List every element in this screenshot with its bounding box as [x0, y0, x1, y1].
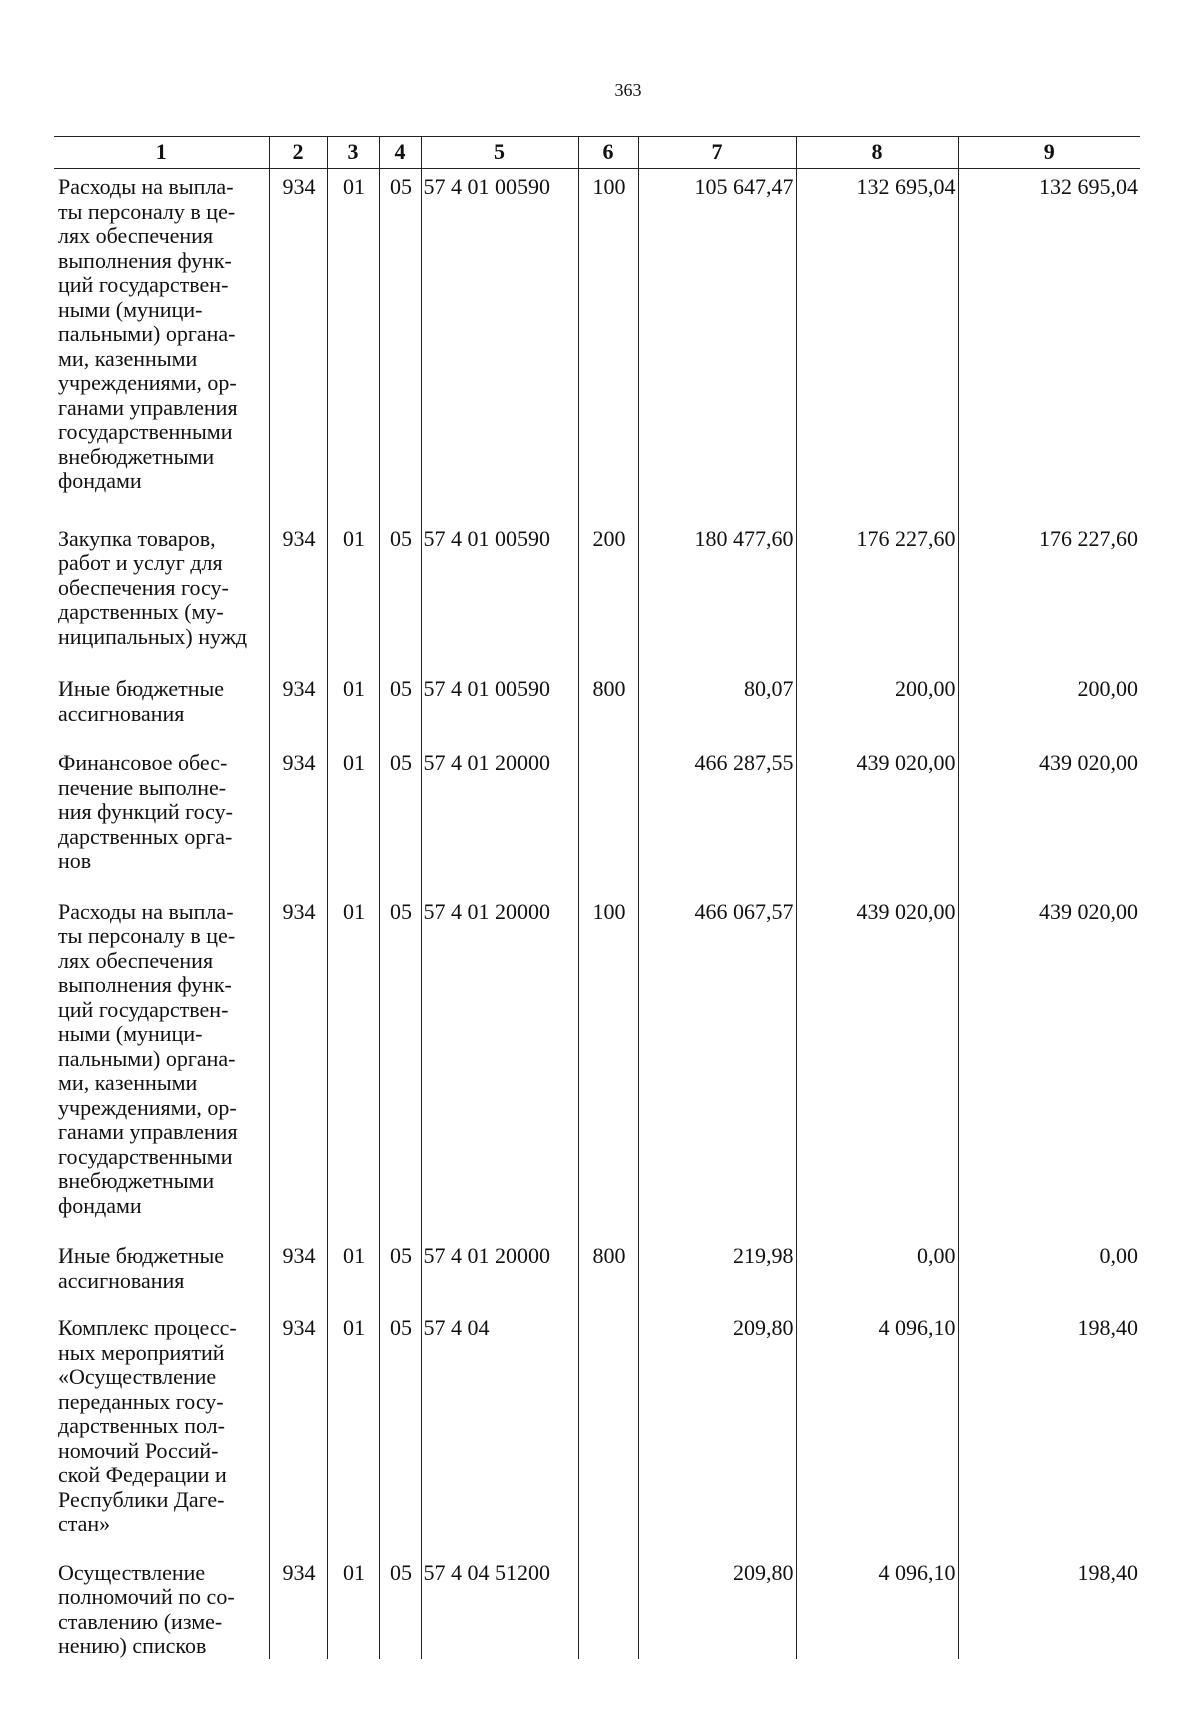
target-article-code: 57 4 01 20000	[421, 894, 578, 1239]
amount-col-9: 200,00	[958, 671, 1140, 745]
expense-type-code	[578, 1555, 638, 1659]
target-article-code: 57 4 01 20000	[421, 1238, 578, 1310]
amount-col-7: 209,80	[638, 1310, 796, 1555]
amount-col-8: 4 096,10	[796, 1555, 958, 1659]
column-header-6: 6	[578, 137, 638, 169]
amount-col-7: 219,98	[638, 1238, 796, 1310]
grbs-code: 934	[269, 1310, 327, 1555]
target-article-code: 57 4 04	[421, 1310, 578, 1555]
amount-col-8: 439 020,00	[796, 894, 958, 1239]
table-row	[54, 1310, 1140, 1555]
expense-type-code: 200	[578, 521, 638, 672]
column-header-3: 3	[327, 137, 379, 169]
table-body	[54, 169, 1140, 1659]
subsection-code: 05	[379, 1555, 421, 1659]
amount-col-8: 439 020,00	[796, 745, 958, 894]
grbs-code: 934	[269, 521, 327, 672]
grbs-code: 934	[269, 671, 327, 745]
subsection-code: 05	[379, 745, 421, 894]
amount-col-9: 198,40	[958, 1310, 1140, 1555]
row-name: Расходы на выпла- ты персоналу в це- лях обеспечения выполнения функ- ций государствен- ными (муници- пальными) органа- ми, казенными учреждениями, ор- ганами управления государственными внебюджетными фондами	[58, 174, 238, 493]
target-article-code: 57 4 01 00590	[421, 169, 578, 521]
row-name: Финансовое обес- печение выполне- ния функций госу- дарственных орга- нов	[58, 750, 233, 873]
row-name: Комплекс процесс- ных мероприятий «Осуществление переданных госу- дарственных пол- номочий Россий- ской Федерации и Республики Даге- стан»	[58, 1315, 237, 1536]
amount-col-7: 180 477,60	[638, 521, 796, 672]
row-name: Иные бюджетные ассигнования	[58, 1243, 225, 1293]
expense-type-code: 800	[578, 1238, 638, 1310]
row-name: Расходы на выпла- ты персоналу в це- лях обеспечения выполнения функ- ций государствен- ными (муници- пальными) органа- ми, казенными учреждениями, ор- ганами управления государственными внебюджетными фондами	[58, 898, 238, 1218]
expense-type-code: 100	[578, 169, 638, 521]
amount-col-9: 439 020,00	[958, 745, 1140, 894]
target-article-code: 57 4 01 00590	[421, 521, 578, 672]
section-code: 01	[327, 1555, 379, 1659]
column-header-2: 2	[269, 137, 327, 169]
amount-col-7: 466 287,55	[638, 745, 796, 894]
amount-col-7: 105 647,47	[638, 169, 796, 521]
amount-col-8: 4 096,10	[796, 1310, 958, 1555]
section-code: 01	[327, 1238, 379, 1310]
amount-col-9: 198,40	[958, 1555, 1140, 1659]
amount-col-8: 200,00	[796, 671, 958, 745]
expense-type-code: 800	[578, 671, 638, 745]
row-name: Осуществление полномочий по со- ставлению (изме- нению) списков	[58, 1559, 235, 1658]
table-row	[54, 521, 1140, 672]
column-header-8: 8	[796, 137, 958, 169]
column-header-9: 9	[958, 137, 1140, 169]
grbs-code: 934	[269, 169, 327, 521]
table-row	[54, 1555, 1140, 1659]
subsection-code: 05	[379, 1238, 421, 1310]
table-row	[54, 671, 1140, 745]
amount-col-9: 176 227,60	[958, 521, 1140, 672]
table-row	[54, 169, 1140, 521]
column-header-5: 5	[421, 137, 578, 169]
section-code: 01	[327, 894, 379, 1239]
table-row	[54, 745, 1140, 894]
header-row	[54, 137, 1140, 169]
amount-col-7: 209,80	[638, 1555, 796, 1659]
amount-col-8: 0,00	[796, 1238, 958, 1310]
subsection-code: 05	[379, 169, 421, 521]
amount-col-9: 0,00	[958, 1238, 1140, 1310]
expense-type-code: 100	[578, 894, 638, 1239]
column-header-4: 4	[379, 137, 421, 169]
row-name: Закупка товаров, работ и услуг для обеспечения госу- дарственных (му- ниципальных) нужд	[58, 525, 248, 649]
section-code: 01	[327, 521, 379, 672]
amount-col-8: 132 695,04	[796, 169, 958, 521]
subsection-code: 05	[379, 894, 421, 1239]
expense-type-code	[578, 1310, 638, 1555]
grbs-code: 934	[269, 1555, 327, 1659]
column-header-7: 7	[638, 137, 796, 169]
column-header-1: 1	[54, 137, 269, 169]
target-article-code: 57 4 01 20000	[421, 745, 578, 894]
amount-col-7: 466 067,57	[638, 894, 796, 1239]
amount-col-7: 80,07	[638, 671, 796, 745]
amount-col-8: 176 227,60	[796, 521, 958, 672]
subsection-code: 05	[379, 521, 421, 672]
expense-type-code	[578, 745, 638, 894]
amount-col-9: 439 020,00	[958, 894, 1140, 1239]
table-row	[54, 894, 1140, 1239]
subsection-code: 05	[379, 1310, 421, 1555]
row-name: Иные бюджетные ассигнования	[58, 676, 225, 726]
target-article-code: 57 4 01 00590	[421, 671, 578, 745]
table-row	[54, 1238, 1140, 1310]
budget-table	[54, 136, 1140, 1659]
section-code: 01	[327, 745, 379, 894]
page-number: 363	[614, 80, 642, 100]
target-article-code: 57 4 04 51200	[421, 1555, 578, 1659]
grbs-code: 934	[269, 894, 327, 1239]
section-code: 01	[327, 671, 379, 745]
section-code: 01	[327, 1310, 379, 1555]
section-code: 01	[327, 169, 379, 521]
grbs-code: 934	[269, 745, 327, 894]
grbs-code: 934	[269, 1238, 327, 1310]
amount-col-9: 132 695,04	[958, 169, 1140, 521]
subsection-code: 05	[379, 671, 421, 745]
